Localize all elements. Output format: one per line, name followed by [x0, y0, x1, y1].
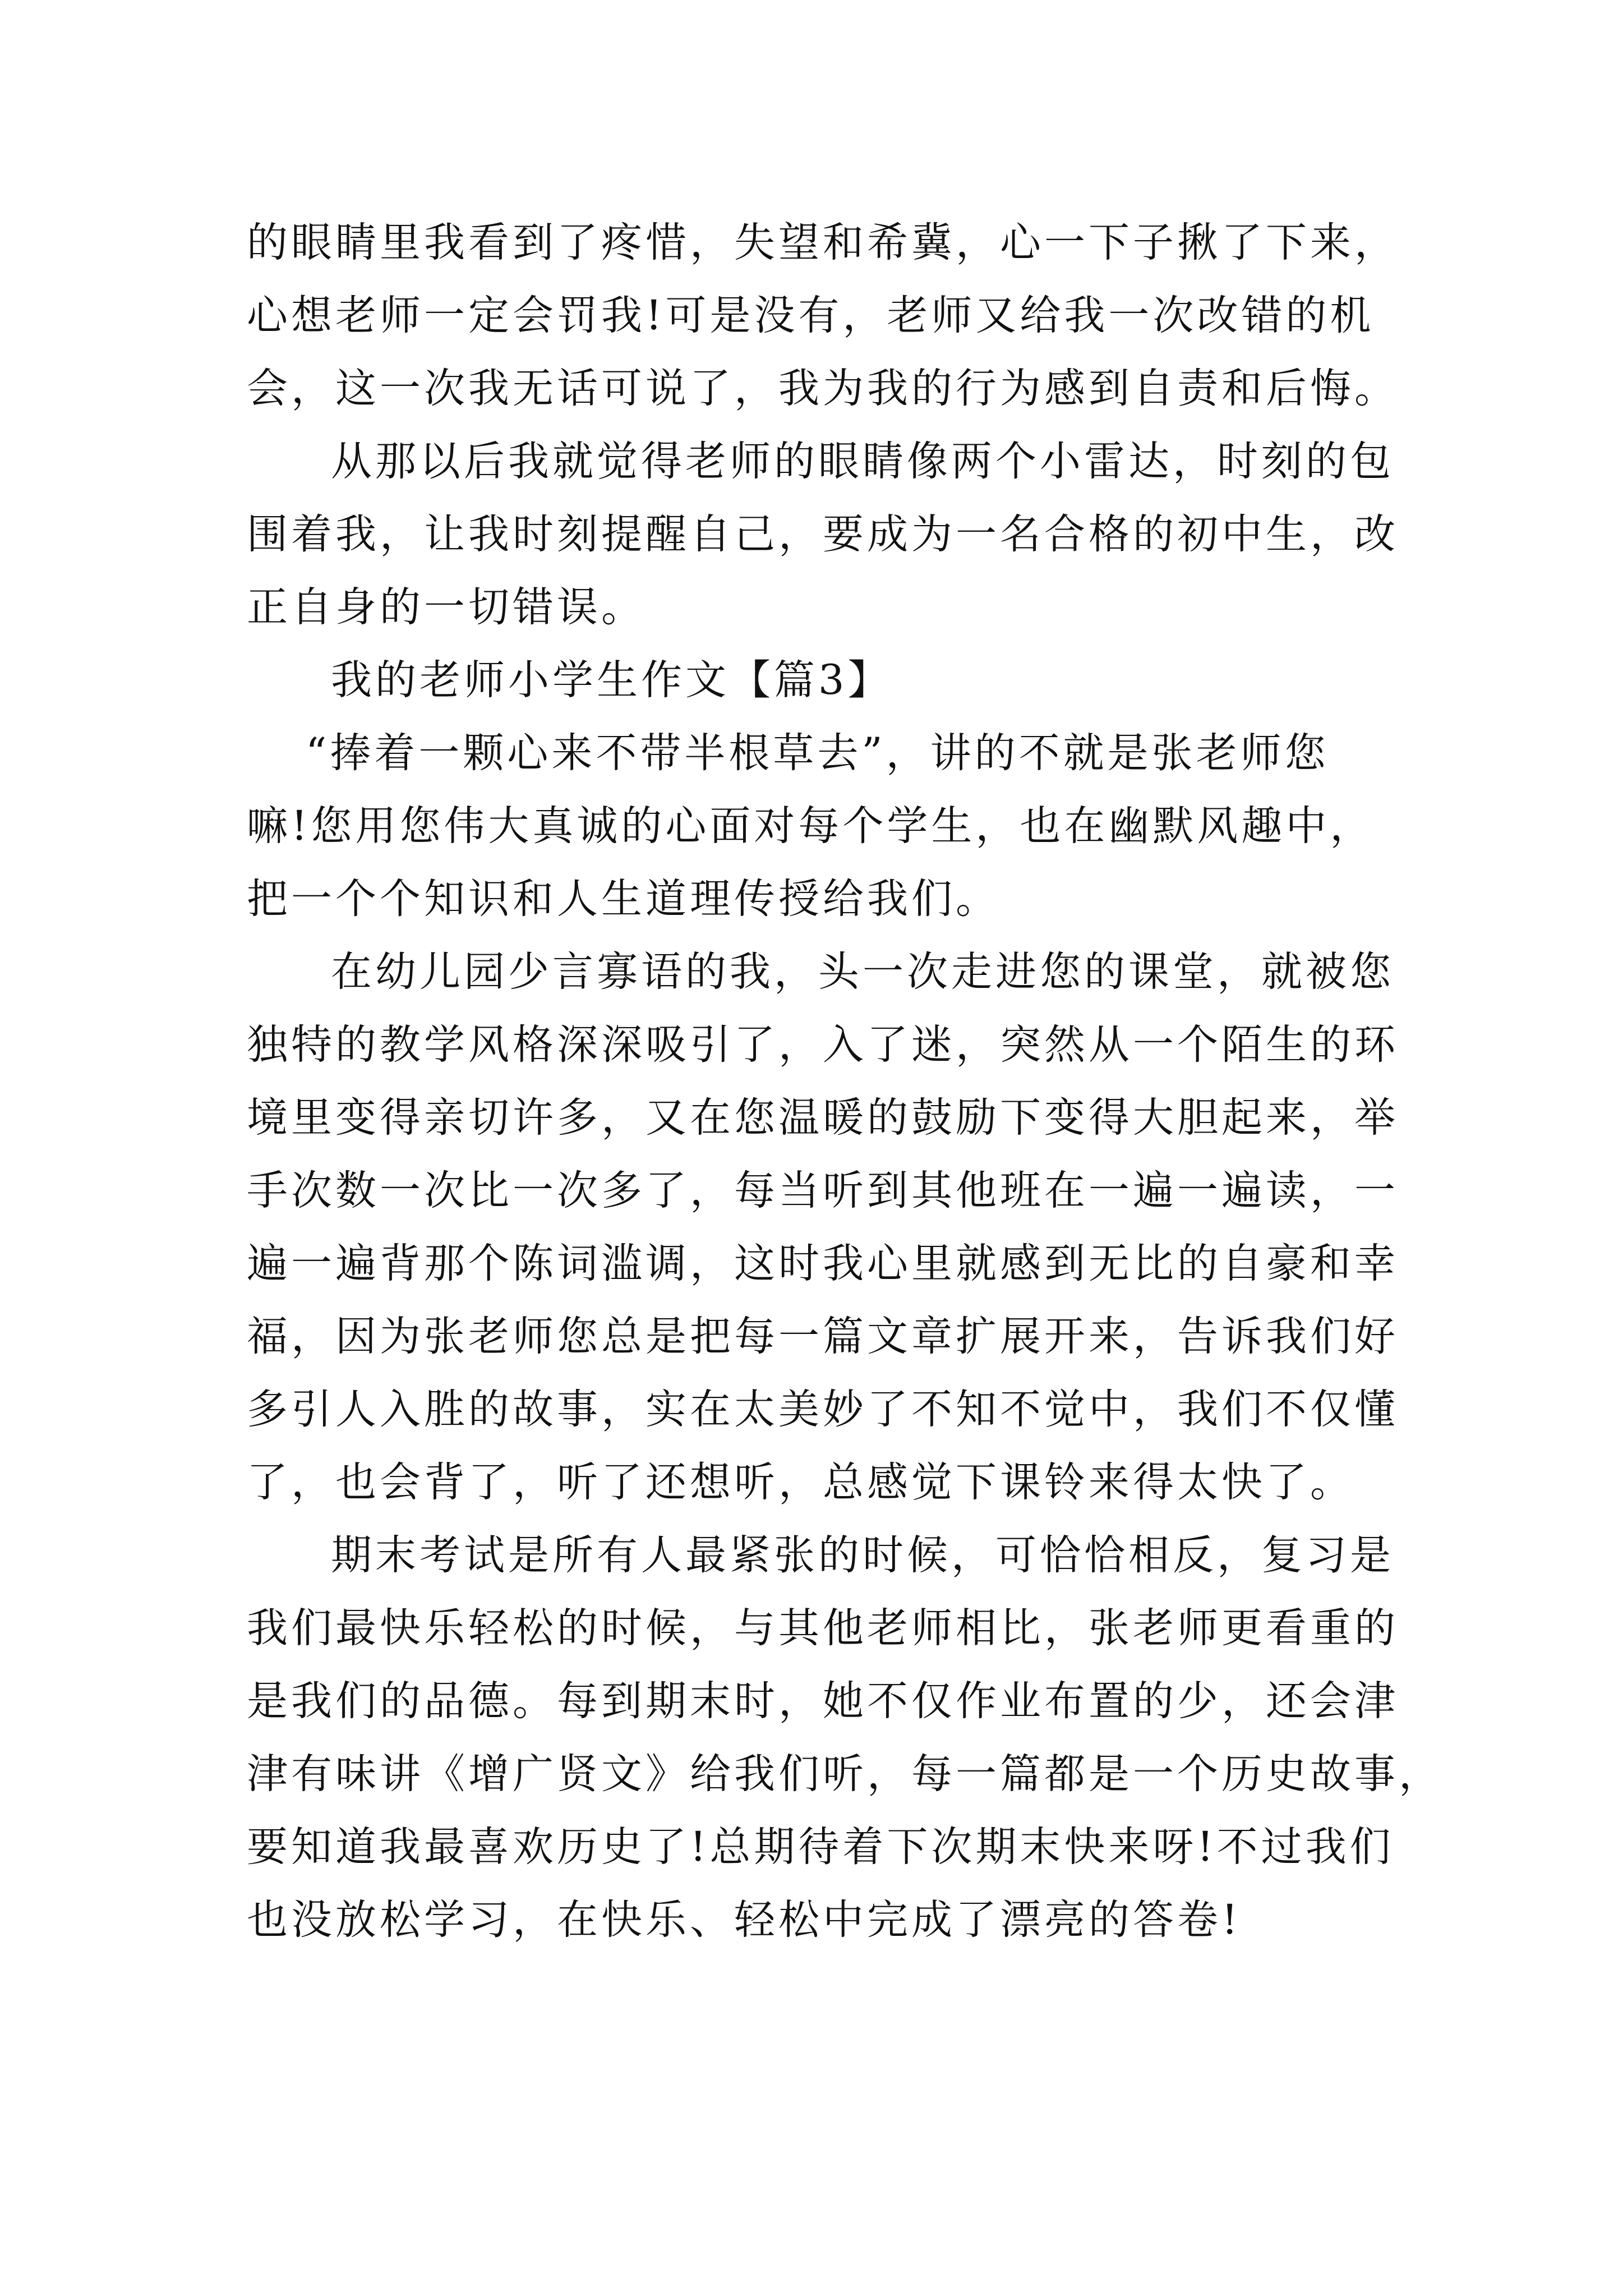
- paragraph-first-line: “捧着一颗心来不带半根草去”，讲的不就是张老师您: [306, 729, 1329, 777]
- text-line: 心想老师一定会罚我!可是没有，老师又给我一次改错的机: [247, 292, 1375, 339]
- text-line: 嘛!您用您伟大真诚的心面对每个学生，也在幽默风趣中，: [247, 802, 1375, 850]
- text-line: 手次数一次比一次多了，每当听到其他班在一遍一遍读，一: [247, 1167, 1399, 1214]
- text-line: 会，这一次我无话可说了，我为我的行为感到自责和后悔。: [247, 365, 1399, 412]
- text-line: 正自身的一切错误。: [247, 583, 645, 631]
- text-line: 围着我，让我时刻提醒自己，要成为一名合格的初中生，改: [247, 510, 1399, 558]
- text-line: 独特的教学风格深深吸引了，入了迷，突然从一个陌生的环: [247, 1021, 1399, 1069]
- text-line: 把一个个知识和人生道理传授给我们。: [247, 875, 1000, 923]
- text-line: 了，也会背了，听了还想听，总感觉下课铃来得太快了。: [247, 1458, 1354, 1506]
- text-line: 也没放松学习，在快乐、轻松中完成了漂亮的答卷!: [247, 1896, 1242, 1944]
- paragraph-first-line: 从那以后我就觉得老师的眼睛像两个小雷达，时刻的包: [331, 438, 1394, 485]
- text-line: 多引人入胜的故事，实在太美妙了不知不觉中，我们不仅懂: [247, 1386, 1399, 1433]
- paragraph-first-line: 期末考试是所有人最紧张的时候，可恰恰相反，复习是: [331, 1531, 1394, 1579]
- text-line: 境里变得亲切许多，又在您温暖的鼓励下变得大胆起来，举: [247, 1094, 1399, 1142]
- text-line: 要知道我最喜欢历史了!总期待着下次期末快来呀!不过我们: [247, 1823, 1394, 1871]
- text-line: 的眼睛里我看到了疼惜，失望和希冀，心一下子揪了下来，: [247, 219, 1399, 266]
- text-line: 是我们的品德。每到期末时，她不仅作业布置的少，还会津: [247, 1677, 1399, 1725]
- text-line: 津有味讲《增广贤文》给我们听，每一篇都是一个历史故事，: [247, 1750, 1443, 1798]
- section-heading: 我的老师小学生作文【篇3】: [331, 656, 892, 704]
- text-line: 我们最快乐轻松的时候，与其他老师相比，张老师更看重的: [247, 1604, 1399, 1652]
- paragraph-first-line: 在幼儿园少言寡语的我，头一次走进您的课堂，就被您: [331, 948, 1394, 996]
- text-line: 福，因为张老师您总是把每一篇文章扩展开来，告诉我们好: [247, 1313, 1399, 1360]
- text-line: 遍一遍背那个陈词滥调，这时我心里就感到无比的自豪和幸: [247, 1240, 1399, 1287]
